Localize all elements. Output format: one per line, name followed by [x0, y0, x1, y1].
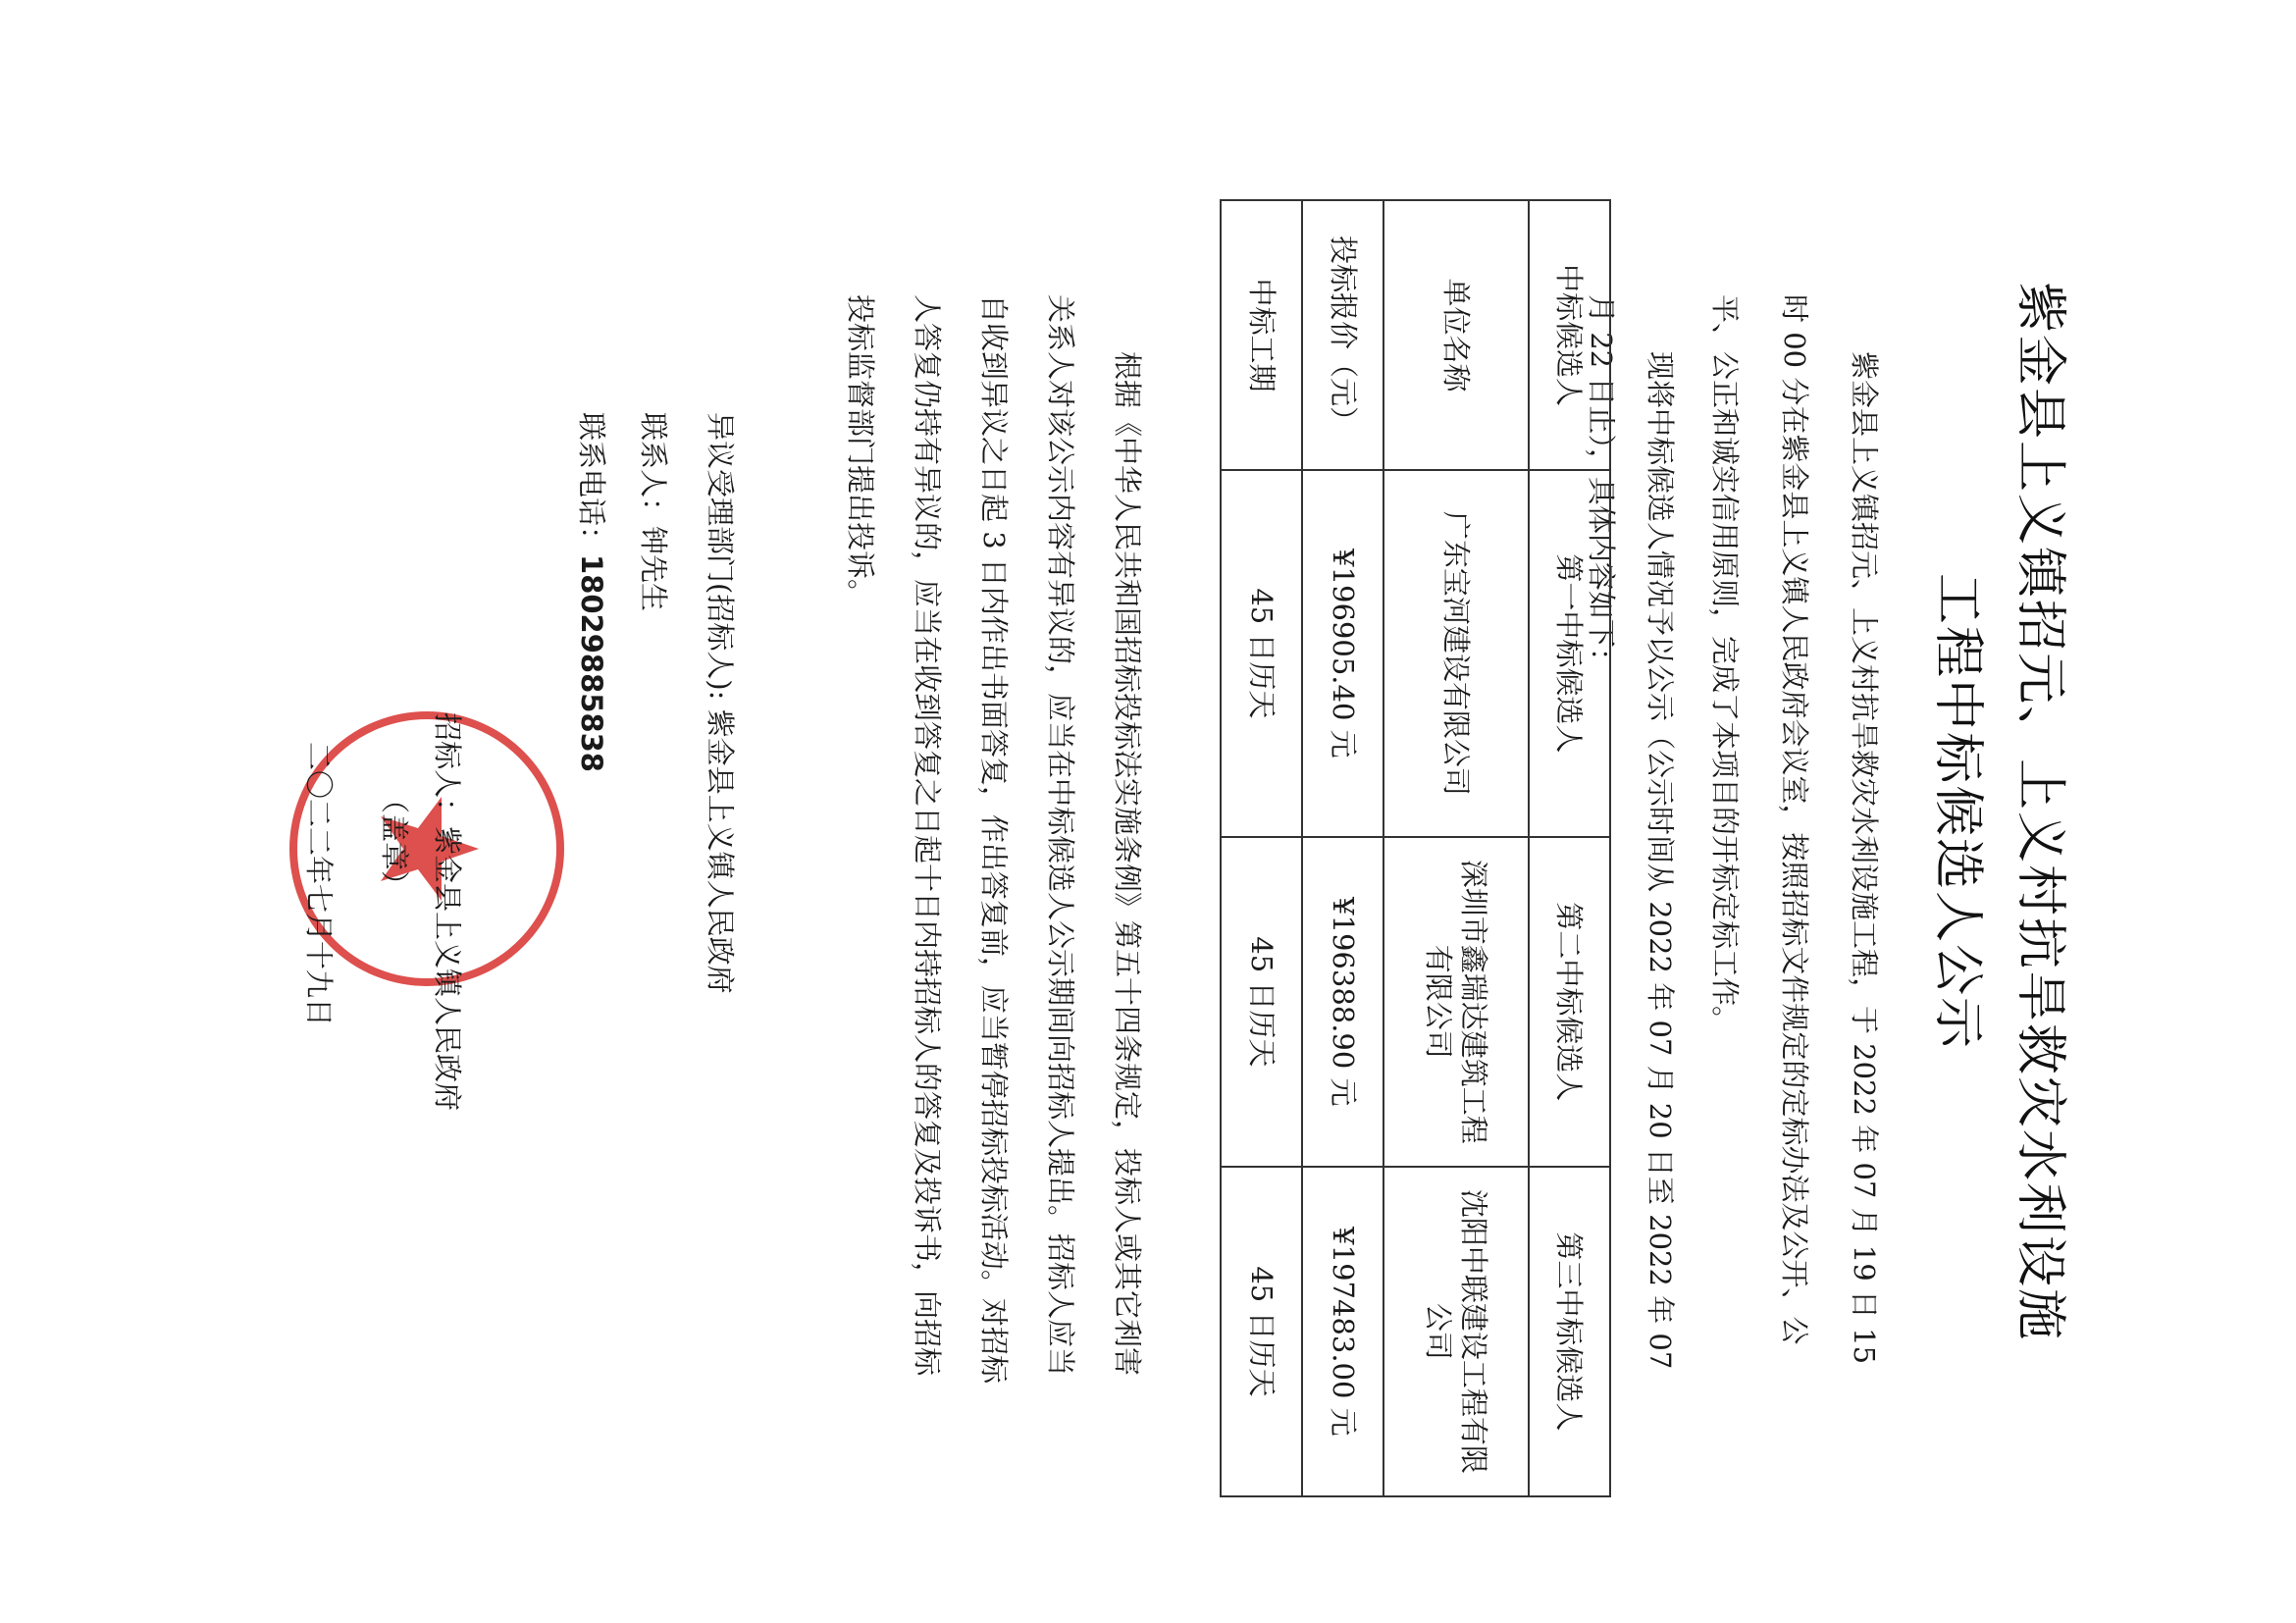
table-cell: 深圳市鑫瑞达建筑工程有限公司 [1383, 837, 1529, 1167]
table-header-cell: 中标候选人 [1529, 200, 1610, 470]
table-cell: 45 日历天 [1221, 470, 1302, 837]
contact-phone-line [573, 412, 613, 772]
table-cell: 广东宝河建设有限公司 [1383, 470, 1529, 837]
table-row [1302, 200, 1383, 1496]
table-cell: 45 日历天 [1221, 1167, 1302, 1496]
table-cell: 单位名称 [1383, 200, 1529, 470]
table-cell: 中标工期 [1221, 200, 1302, 470]
table-header-cell: 第三中标候选人 [1529, 1167, 1610, 1496]
contact-person: 联系人：钟先生 [637, 412, 670, 612]
tenderer-signature: 招标人：紫金县上义镇人民政府 [431, 712, 464, 1112]
table-cell: ¥196388.90 元 [1302, 837, 1383, 1167]
table-cell: 投标报价（元） [1302, 200, 1383, 470]
table-cell: 45 日历天 [1221, 837, 1302, 1167]
table-row [1221, 200, 1302, 1496]
table-header-cell: 第二中标候选人 [1529, 837, 1610, 1167]
table-cell: 沈阳中联建设工程有限公司 [1383, 1167, 1529, 1496]
intro-paragraph: 紫金县上义镇招元、上义村抗旱救灾水利设施工程，于 2022 年 07 月 19 日 15 时 00 分在紫金县上义镇人民政府会议室，按照招标文件规定的定标办法及公开、公平、公正和诚实信用原则，完成了本项目的开标定标工作。 [1708, 294, 1881, 1365]
phone-label: 联系电话： [575, 412, 608, 555]
issue-date: 二〇二二年七月十九日 [302, 742, 336, 1027]
document-title-line2: 工程中标候选人公示 [1928, 572, 1987, 1050]
table-header-cell: 第一中标候选人 [1529, 470, 1610, 837]
candidate-table [1220, 199, 1611, 1497]
table-row [1383, 200, 1529, 1496]
seal-note: （盖章） [378, 785, 411, 900]
objection-paragraph: 根据《中华人民共和国招标投标法实施条例》第五十四条规定，投标人或其它利害关系人对该公示内容有异议的，应当在中标候选人公示期间向招标人提出。招标人应当自收到异议之日起 3 日内作出书面答复，作出答复前，应当暂停招标投标活动。对招标人答复仍持有异议的，应当在收到答复之日起十日内持招标人的答复及投诉书，向招标投标监督部门提出投诉。 [844, 294, 1144, 1384]
publicity-paragraph: 现将中标候选人情况予以公示（公示时间从 2022 年 07 月 20 日至 2022 年 07 月 22 日止），具体内容如下： [1585, 294, 1677, 1370]
table-header-row [1529, 200, 1610, 1496]
objection-department: 异议受理部门(招标人): 紫金县上义镇人民政府 [704, 412, 737, 994]
table-cell: ¥196905.40 元 [1302, 470, 1383, 837]
table-cell: ¥197483.00 元 [1302, 1167, 1383, 1496]
document-title-line1: 紫金县上义镇招元、上义村抗旱救灾水利设施 [2010, 281, 2069, 1341]
phone-number: 18029885838 [575, 554, 608, 772]
